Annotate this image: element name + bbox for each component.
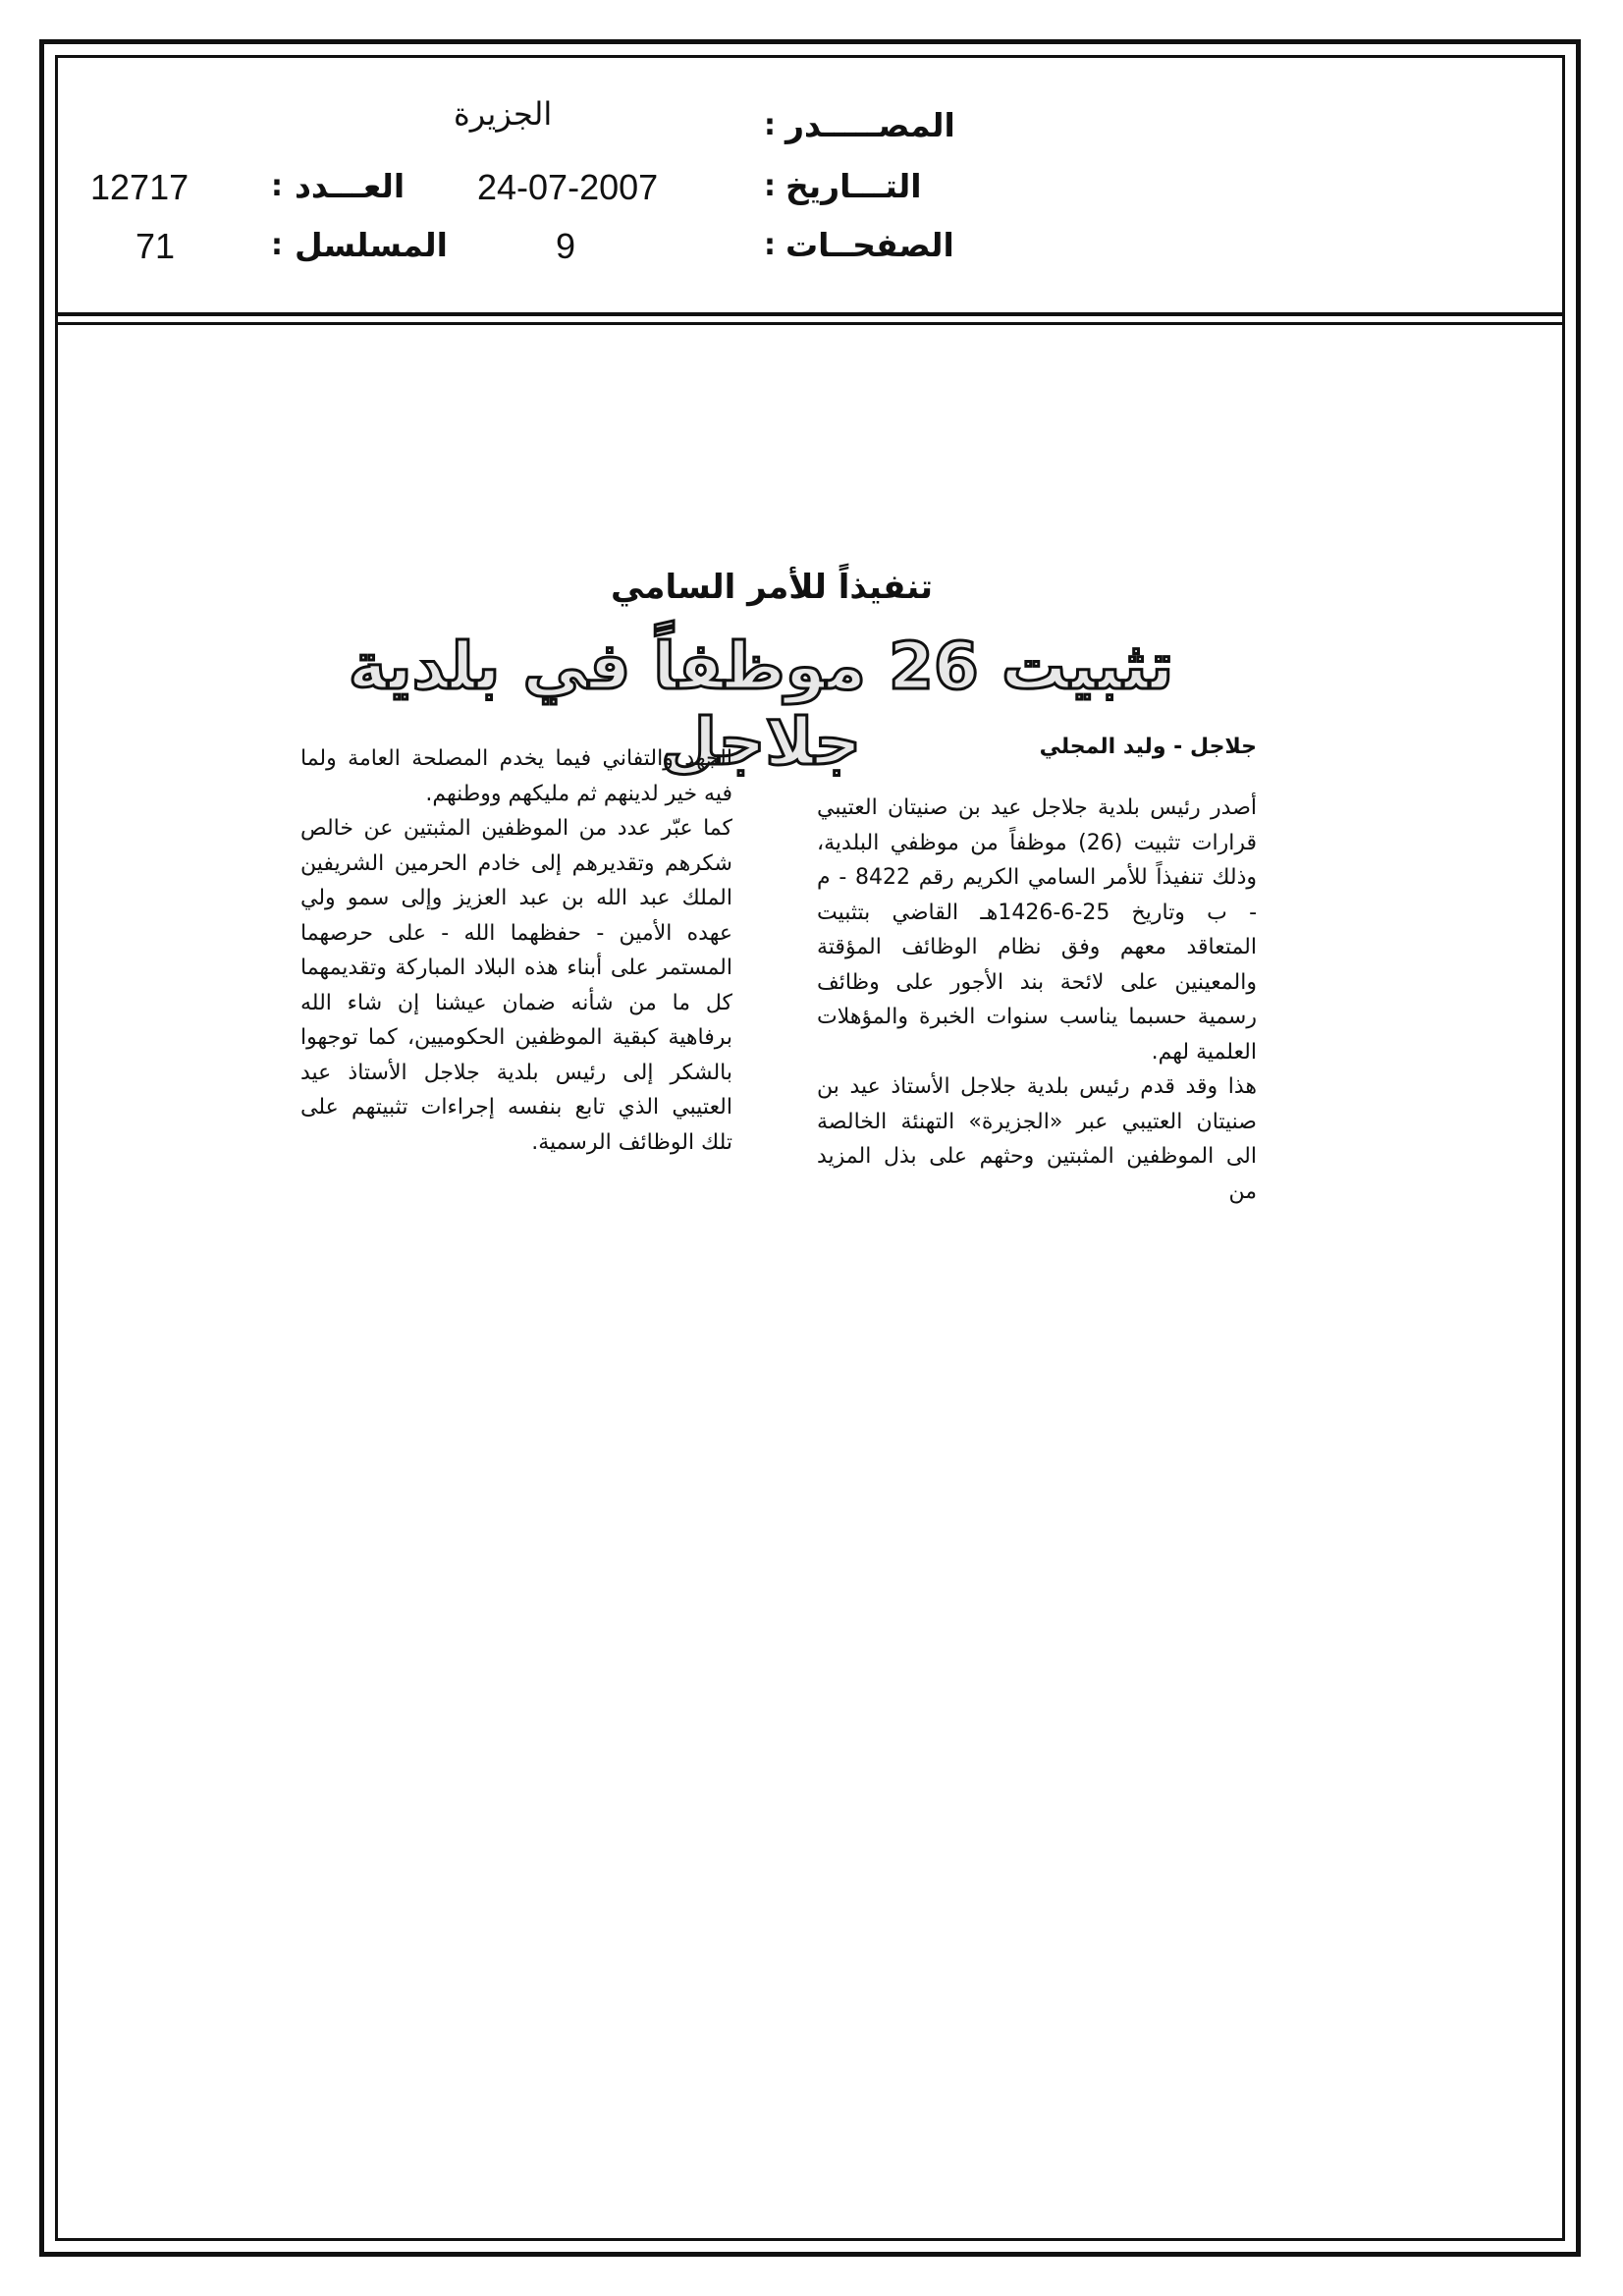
serial-colon: : (271, 228, 283, 262)
header-divider (55, 312, 1565, 316)
serial-value: 71 (135, 226, 176, 266)
source-label: المصـــــدر (785, 106, 955, 144)
pages-value: 9 (556, 226, 576, 266)
article-clipping (265, 550, 1257, 1296)
article-column-right (817, 791, 1257, 1209)
serial-label: المسلسل (295, 226, 448, 264)
header-divider-inner (55, 322, 1565, 325)
pages-label: الصفحــات (785, 226, 954, 264)
issue-label: العـــدد (295, 167, 406, 205)
article-kicker: تنفيذاً للأمر السامي (611, 568, 933, 607)
article-byline: جلاجل - وليد المجلي (1039, 735, 1257, 759)
source-colon: : (764, 108, 776, 142)
issue-value: 12717 (90, 167, 189, 207)
source-value: الجزيرة (454, 95, 553, 133)
article-paragraph: كما عبّر عدد من الموظفين المثبتين عن خالص شكرهم وتقديرهم إلى خادم الحرمين الشريفين الملك عبد الله بن عبد العزيز وإلى سمو ولي عهده الأمين - حفظهما الله - على حرصهما المستمر على أبناء هذه البلاد المباركة وتقديمهما كل ما من شأنه ضمان عيشنا إن شاء الله برفاهية كبقية الموظفين الحكوميين، كما توجهوا بالشكر إلى رئيس بلدية جلاجل الأستاذ عيد العتيبي الذي تابع بنفسه إجراءات تثبيتهم على تلك الوظائف الرسمية. (300, 816, 732, 1155)
article-headline: تثبيت 26 موظفاً في بلدية جلاجل (348, 629, 1174, 780)
article-paragraph: أصدر رئيس بلدية جلاجل عيد بن صنيتان العتيبي قرارات تثبيت (26) موظفاً من موظفي البلدية، وذلك تنفيذاً للأمر السامي الكريم رقم 8422 - م - ب وتاريخ 25-6-1426هـ القاضي بتثبيت المتعاقد معهم وفق نظام الوظائف المؤقتة والمعينين على لائحة بند الأجور على وظائف رسمية حسبما يناسب سنوات الخبرة والمؤهلات العلمية لهم. (817, 795, 1258, 1065)
article-paragraph: هذا وقد قدم رئيس بلدية جلاجل الأستاذ عيد بن صنيتان العتيبي عبر «الجزيرة» التهنئة الخالصة الى الموظفين المثبتين وحثهم على بذل المزيد من (817, 1074, 1257, 1204)
date-value: 24-07-2007 (477, 167, 659, 207)
article-paragraph: الجهد والتفاني فيما يخدم المصلحة العامة ولما فيه خير لدينهم ثم مليكهم ووطنهم. (300, 746, 732, 806)
article-column-left (300, 741, 732, 1160)
date-label: التـــاريخ (785, 167, 922, 205)
pages-colon: : (764, 228, 776, 262)
date-colon: : (764, 169, 776, 203)
issue-colon: : (271, 169, 283, 203)
